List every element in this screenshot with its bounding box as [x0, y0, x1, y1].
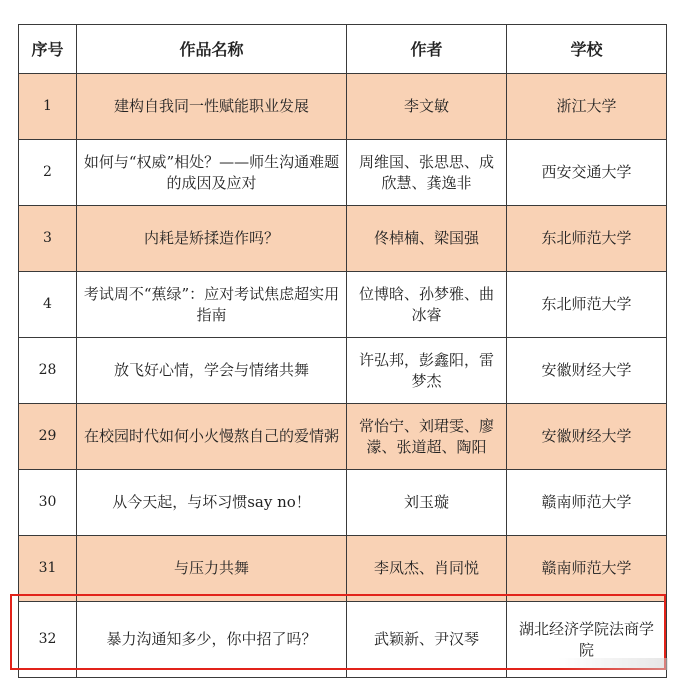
cell-title: 如何与“权威”相处？——师生沟通难题的成因及应对 [77, 140, 347, 206]
cell-school: 赣南师范大学 [507, 470, 667, 536]
header-authors: 作者 [347, 25, 507, 74]
table-row [19, 404, 667, 470]
cell-school: 安徽财经大学 [507, 338, 667, 404]
cell-title: 考试周不“蕉绿”：应对考试焦虑超实用指南 [77, 272, 347, 338]
cell-title: 从今天起，与坏习惯say no！ [77, 470, 347, 536]
table-row [19, 74, 667, 140]
cell-number: 4 [19, 272, 77, 338]
cell-title: 暴力沟通知多少，你中招了吗？ [77, 602, 347, 678]
cell-school: 安徽财经大学 [507, 404, 667, 470]
results-table [18, 24, 667, 678]
cell-title: 内耗是矫揉造作吗？ [77, 206, 347, 272]
cell-authors: 武颖新、尹汉琴 [347, 602, 507, 678]
cell-number: 3 [19, 206, 77, 272]
cell-number: 29 [19, 404, 77, 470]
cell-school: 西安交通大学 [507, 140, 667, 206]
cell-authors: 李凤杰、肖同悦 [347, 536, 507, 602]
cell-authors: 许弘邦，彭鑫阳，雷梦杰 [347, 338, 507, 404]
cell-authors: 刘玉璇 [347, 470, 507, 536]
cell-school: 浙江大学 [507, 74, 667, 140]
cell-school: 湖北经济学院法商学院 [507, 602, 667, 678]
cell-authors: 李文敏 [347, 74, 507, 140]
cell-authors: 佟棹楠、梁国强 [347, 206, 507, 272]
watermark [558, 658, 668, 670]
cell-number: 30 [19, 470, 77, 536]
cell-authors: 周维国、张思思、成欣慧、龚逸非 [347, 140, 507, 206]
table-row [19, 206, 667, 272]
table-row [19, 272, 667, 338]
cell-number: 1 [19, 74, 77, 140]
cell-title: 在校园时代如何小火慢熬自己的爱情粥 [77, 404, 347, 470]
cell-title: 放飞好心情，学会与情绪共舞 [77, 338, 347, 404]
table-row [19, 470, 667, 536]
cell-number: 32 [19, 602, 77, 678]
cell-number: 28 [19, 338, 77, 404]
table-row [19, 338, 667, 404]
cell-authors: 位博晗、孙梦雅、曲冰睿 [347, 272, 507, 338]
cell-school: 赣南师范大学 [507, 536, 667, 602]
cell-number: 31 [19, 536, 77, 602]
table-header-row [19, 25, 667, 74]
table-row [19, 536, 667, 602]
cell-title: 建构自我同一性赋能职业发展 [77, 74, 347, 140]
cell-title: 与压力共舞 [77, 536, 347, 602]
cell-school: 东北师范大学 [507, 206, 667, 272]
cell-number: 2 [19, 140, 77, 206]
cell-authors: 常怡宁、刘珺雯、廖濛、张道超、陶阳 [347, 404, 507, 470]
header-school: 学校 [507, 25, 667, 74]
cell-school: 东北师范大学 [507, 272, 667, 338]
header-title: 作品名称 [77, 25, 347, 74]
header-number: 序号 [19, 25, 77, 74]
table-row [19, 140, 667, 206]
